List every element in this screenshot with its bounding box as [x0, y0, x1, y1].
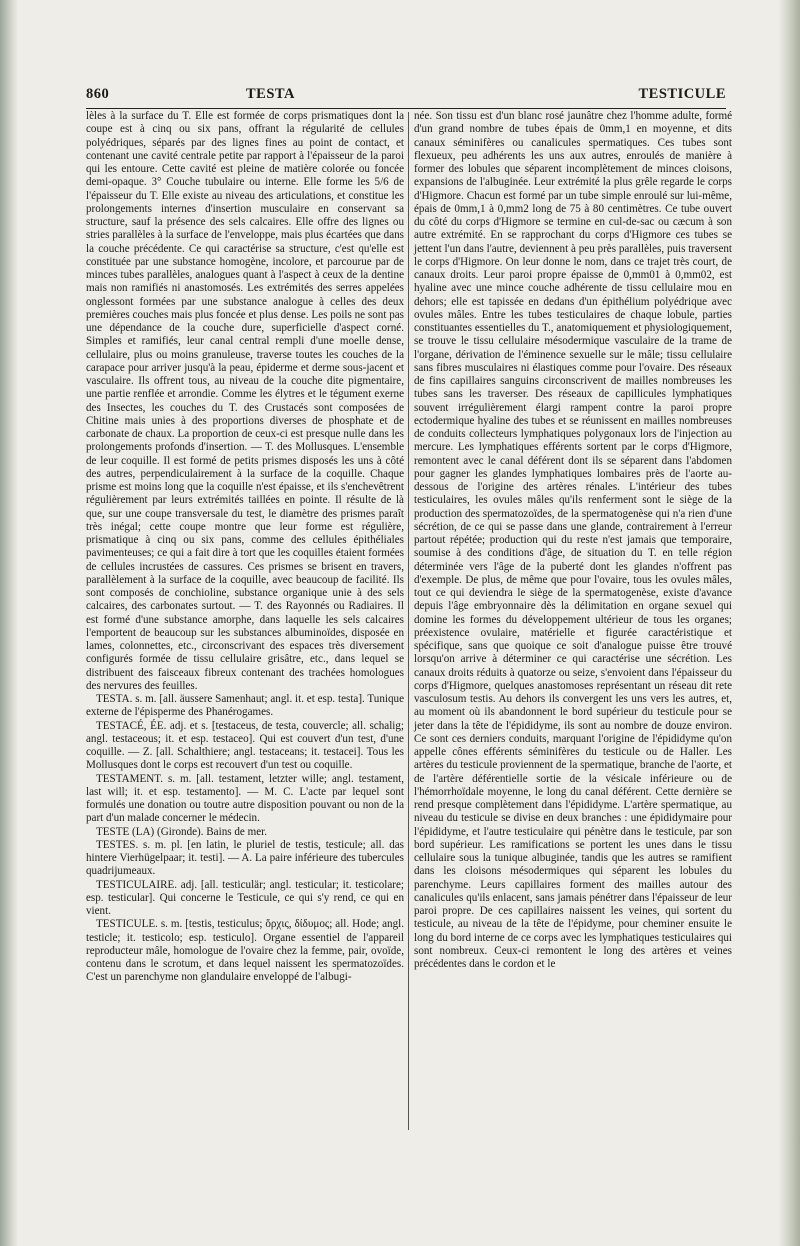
left-column: [86, 110, 404, 985]
entry-testicule: TESTICULE. s. m. [testis, testiculus; ὄρχις, δίδυμος; all. Hode; angl. testicle; it. testicolo; esp. testiculo]. Organe essentiel de l'appareil reproducteur mâle, homologue de l'ovaire chez la femme, pair, ovoïde, contenu dans le scrotum, et dans lequel naissent les spermatozoïdes. C'est un parenchyme non glandulaire enveloppé de l'albugi-: [86, 918, 404, 984]
entry-testament: TESTAMENT. s. m. [all. testament, letzter wille; angl. testament, last will; it. et esp. testamento]. — M. C. L'acte par lequel sont formulés une donation ou toutre autre disposition pouvant ou non de la part d'un malade concerner le médecin.: [86, 772, 404, 825]
page-number: 860: [86, 86, 110, 102]
entry-testace: TESTACÉ, ÉE. adj. et s. [testaceus, de testa, couvercle; all. schalig; angl. testaceous; it. et esp. testaceo]. Qui est couvert d'un test, d'une coquille. — Z. [all. Schalthiere; angl. testaceans; it. testacei]. Tous les Mollusques dont le corps est recouvert d'un test ou coquille.: [86, 719, 404, 772]
running-head: [86, 86, 726, 106]
entry-testes: TESTES. s. m. pl. [en latin, le pluriel de testis, testicule; all. das hintere Vierhügelpaar; it. testi]. — A. La paire inférieure des tubercules quadrijumeaux.: [86, 838, 404, 878]
left-headword: TESTA: [246, 86, 295, 102]
right-column: [414, 110, 732, 971]
entry-testicule-continued: née. Son tissu est d'un blanc rosé jaunâtre chez l'homme adulte, formé d'un grand nombre de tubes épais de 0mm,1 en moyenne, et dits canaux séminifères ou canalicules spermatiques. Ces tubes sont flexueux, peu adhérents les uns aux autres, enroulés de manière à former des lobules que séparent incomplètement de minces cloisons, expansions de l'albuginée. Leur extrémité la plus grêle regarde le corps d'Higmore. Chacun est formé par un tube simple enroulé sur lui-même, épais de 0mm,1 à 0,mm2 long de 75 à 80 centimètres. Ce tube ouvert du côté du corps d'Higmore se termine en cul-de-sac ou cæcum à son autre extrémité. En se rapprochant du corps d'Higmore ces tubes se jettent l'un dans l'autre, deviennent à peu près parallèles, puis traversent le corps d'Higmore. On leur donne le nom, dans ce trajet très court, de canaux droits. Leur paroi propre épaisse de 0,mm01 à 0,mm02, est hyaline avec une mince couche adhérente de tissu cellulaire mou en dehors; elle est tapissée en dedans d'un épithélium polyédrique avec ovules mâles. Entre les tubes testiculaires de chaque lobule, parties constituantes essentielles du T., anatomiquement et physiologiquement, se trouve le tissu cellulaire mésodermique vasculaire de la trame de l'organe, dérivation de l'éminence sexuelle sur le mâle; tissu cellulaire sans fibres musculaires ni élastiques comme pour l'ovaire. Des réseaux de fins capillaires sanguins circonscrivent de mailles nombreuses les tubes sans les traverser. Des réseaux de capillicules lymphatiques souvent irrégulièrement élargi rampent contre la paroi propre ectodermique hyaline des tubes et se réunissent en mailles nombreuses de conduits collecteurs lymphatiques polygonaux lors de l'injection au mercure. Les lymphatiques efférents sortent par le corps d'Higmore, remontent avec le canal déférent dont ils se séparent dans l'abdomen pour gagner les glandes lymphatiques lombaires près de l'aorte au-dessous de l'origine des artères rénales. L'intérieur des tubes testiculaires, les ovules mâles qu'ils renferment sont le siège de la production des spermatozoïdes, de la spermatogenèse qui n'a rien d'une sécrétion, de ce qui se passe dans une glande, contrairement à l'erreur partout répétée; production qui du reste n'est jamais que temporaire, soumise à des conditions d'âge, de situation du T. en telle région déterminée vers l'âge de la puberté dont les glandes n'offrent pas d'exemple. De plus, de même que pour l'ovaire, tous les ovules mâles, tout ce qui deviendra le siège de la spermatogenèse, existe d'avance depuis l'âge embryonnaire dès la délimitation en organe sexuel qui domine les formes du développement ultérieur de tous les organes; préexistence ovulaire, matérielle et figurée caractéristique et spécifique, sans que quoique ce soit d'analogue puisse être trouvé lorsqu'on arrive à déterminer ce qui caractérise une sécrétion. Les canaux droits réduits à quatorze ou seize, s'envoient dans l'épaisseur du corps d'Higmore, quelques anastomoses représentant un réseau dit rete vasculosum testis. Au dehors ils convergent les uns vers les autres, et, au moment où ils abandonnent le bord supérieur du testicule pour se jeter dans la tête de l'épididyme, ils sont au nombre de douze environ. Ce sont ces derniers conduits, marquant l'origine de l'épididyme qu'on appelle cônes efférents séminifères du testicule ou de Haller. Les artères du testicule proviennent de la spermatique, branche de l'aorte, et de l'artère déférentielle sortie de la vésicale inférieure ou de l'hémorrhoïdale moyenne, le long du canal déférent. Cette dernière se rend presque complètement dans l'épididyme. L'artère spermatique, au niveau du testicule se divise en deux branches : une épididymaire pour l'épididyme, et l'autre testiculaire qui pénètre dans le testicule, par son bord supérieur. Les ramifications se portent les unes dans le tissu cellulaire sous la tunique albuginée, tandis que les autres se ramifient dans les cloisons mésodermiques qui séparent les lobules du parenchyme. Leurs capillaires forment des mailles autour des canalicules qu'ils enlacent, sans jamais pénétrer dans l'épaisseur de leur paroi propre. De ces capillaires naissent les veines, qui sortent du testicule, au niveau de la tête de l'épidyme, pour cheminer ensuite le long du bord interne de ce corps avec les lymphatiques testiculaires qui sont nombreux. Ceux-ci remontent le long des artères et veines précédentes dans le cordon et le: [414, 110, 732, 970]
entry-teste: TESTE (LA) (Gironde). Bains de mer.: [96, 825, 267, 838]
header-rule: [86, 108, 726, 109]
entry-paragraph: lèles à la surface du T. Elle est formée de corps prismatiques dont la coupe est à cinq ou six pans, offrant la régularité de cellules polyédriques, séparés par des lignes fines au point de contact, et contenant une cavité centrale petite par rapport à l'épaisseur de la paroi qui les entoure. Cette cavité est pleine de matière colorée ou foncée demi-opaque. 3° Couche tubulaire ou interne. Elle forme les 5/6 de l'épaisseur du T. Elle existe au niveau des articulations, et constitue les prolongements internes d'insertion musculaire en conservant sa structure, sauf la présence des sels calcaires. Elle offre des lignes ou stries parallèles à la surface de l'enveloppe, mais plus écartées que dans la couche précédente. Ce qui caractérise sa structure, c'est qu'elle est constituée par une substance homogène, incolore, et parcourue par de minces tubes parallèles, analogues quant à l'aspect à ceux de la dentine mais non ramifiés ni anastomosés. Les extrémités des serres appelées onglessont formées par une substance analogue à celles des deux premières couches mais plus foncée et plus dense. Les poils ne sont pas une dépendance de la couche dure, superficielle d'aspect corné. Simples et ramifiés, leur canal central rempli d'une moelle dense, cellulaire, plus ou moins granuleuse, traverse toutes les couches de la carapace pour arriver jusqu'à la peau, épiderme et derme sous-jacent et vasculaire. Ils offrent tous, au niveau de la couche dite pigmentaire, une partie renflée et arrondie. Comme les élytres et le tégument exerne des Insectes, les couches du T. des Crustacés sont composées de Chitine mais unies à des proportions diverses de phosphate et de carbonate de chaux. La proportion de ceux-ci est presque nulle dans les prolongements profonds d'insertion. — T. des Mollusques. L'ensemble de leur coquille. Il est formé de petits prismes disposés les uns à côté des autres, perpendiculairement à la surface de la coquille. Chaque prisme est moins long que la coquille n'est épaisse, et ils s'enchevêtrent régulièrement par leurs extrémités taillées en pointe. Il résulte de là que, sur une coupe transversale du test, le diamètre des prismes paraît très inégal; cette coupe montre que leur forme est régulière, prismatique à cinq ou six pans, comme des cellules épithéliales pavimenteuses; ce qui a fait dire à tort que les coquilles étaient formées de cellules incrustées de cassures. Ces prismes se brisent en travers, parallèlement à la surface de la coquille, avec beaucoup de facilité. Ils sont composés de conchioline, substance organique unie à des sels calcaires, des carbonates surtout. — T. des Rayonnés ou Radiaires. Il est formé d'une substance amorphe, dans laquelle les sels calcaires l'emportent de beaucoup sur les substances albuminoïdes, disposée en lames, colonnettes, etc., circonscrivant des espaces très diversement configurés formée de tissu cellulaire grisâtre, etc., dans lequel se distribuent des faisceaux fibreux contenant des trachées homologues des nervures des feuilles.: [86, 110, 404, 692]
entry-testa: TESTA. s. m. [all. äussere Samenhaut; angl. it. et esp. testa]. Tunique externe de l'épisperme des Phanérogames.: [86, 693, 404, 719]
column-divider: [408, 112, 409, 1130]
right-headword: TESTICULE: [638, 86, 726, 102]
entry-testiculaire: TESTICULAIRE. adj. [all. testiculär; angl. testicular; it. testicolare; esp. testicular]. Qui concerne le Testicule, ce qui s'y rend, ce qui en vient.: [86, 878, 404, 917]
